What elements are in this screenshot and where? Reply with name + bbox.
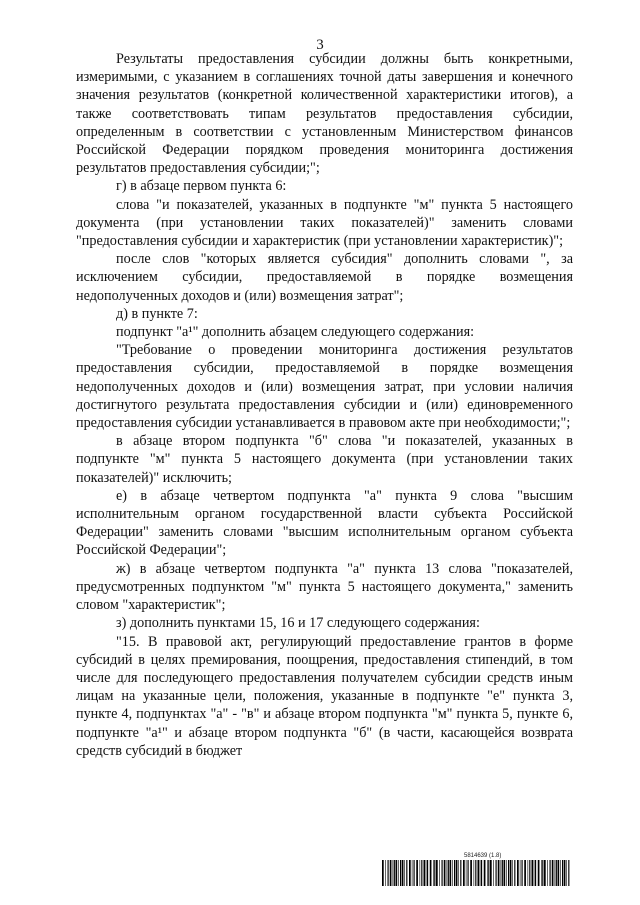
paragraph-exclude-words: в абзаце втором подпункта "б" слова "и показателей, указанных в подпункте "м" пункта 5 настоящего документа (при установлении таких показателей)" исключить; [76, 433, 573, 486]
barcode-icon [382, 860, 572, 886]
paragraph-results-requirements: Результаты предоставления субсидии должны быть конкретными, измеримыми, с указанием в соглашениях точной даты завершения и конечного значения результатов (конкретной количественной характеристики итогов), а также соответствовать типам результатов предоставления субсидии, определенным в соответствии с установленным Министерством финансов Российской Федерации порядком проведения мониторинга достижения результатов предоставления субсидии;"; [76, 51, 573, 177]
paragraph-subitem-a1: подпункт "а¹" дополнить абзацем следующего содержания: [116, 324, 475, 341]
paragraph-replace-words: слова "и показателей, указанных в подпункте "м" пункта 5 настоящего документа (при установлении таких показателей)" заменить словами "предоставления субсидии и характеристик (при установлении характеристик)"; [76, 196, 573, 250]
page-number: 3 [316, 37, 324, 53]
paragraph-monitoring-requirement: "Требование о проведении мониторинга достижения результатов предоставления субсидии, предоставляемой в порядке возмещения недополученных доходов и (или) возмещения затрат, при условии наличия достигнутого результата предоставления субсидии и (или) единовременного предоставления субсидии устанавливается в правовом акте при необходимости;"; [76, 342, 573, 432]
paragraph-point-15: "15. В правовой акт, регулирующий предоставление грантов в форме субсидий в целях премирования, поощрения, предоставления стипендий, в том числе для последующего предоставления получателем субсидии средств иным лицам на указанные цели, положения, указанные в подпункте "е" пункта 3, пункте 4, подпунктах "а" - "в" и абзаце втором подпункта "м" пункта 5, пункте 6, подпункте "а¹" и абзаце втором подпункта "б" (в части, касающейся возврата средств субсидий в бюджет [76, 633, 573, 759]
paragraph-item-d: д) в пункте 7: [116, 305, 198, 322]
document-barcode [382, 853, 572, 886]
paragraph-item-e: е) в абзаце четвертом подпункта "а" пункта 9 слова "высшим исполнительным органом государственной власти субъекта Российской Федерации" заменить словами "высшим исполнительным органом субъекта Российской Федерации"; [76, 487, 573, 559]
paragraph-item-g: г) в абзаце первом пункта 6: [116, 178, 287, 195]
paragraph-add-words: после слов "которых является субсидия" дополнить словами ", за исключением субсидии, предоставляемой в порядке возмещения недополученных доходов и (или) возмещения затрат"; [76, 251, 573, 304]
paragraph-item-z: з) дополнить пунктами 15, 16 и 17 следующего содержания: [116, 615, 480, 632]
document-body [76, 50, 573, 760]
barcode-caption: 5814639 (1.8) [464, 853, 502, 859]
paragraph-item-zh: ж) в абзаце четвертом подпункта "а" пункта 13 слова "показателей, предусмотренных подпунктом "м" пункта 5 настоящего документа," заменить словом "характеристик"; [76, 560, 573, 614]
